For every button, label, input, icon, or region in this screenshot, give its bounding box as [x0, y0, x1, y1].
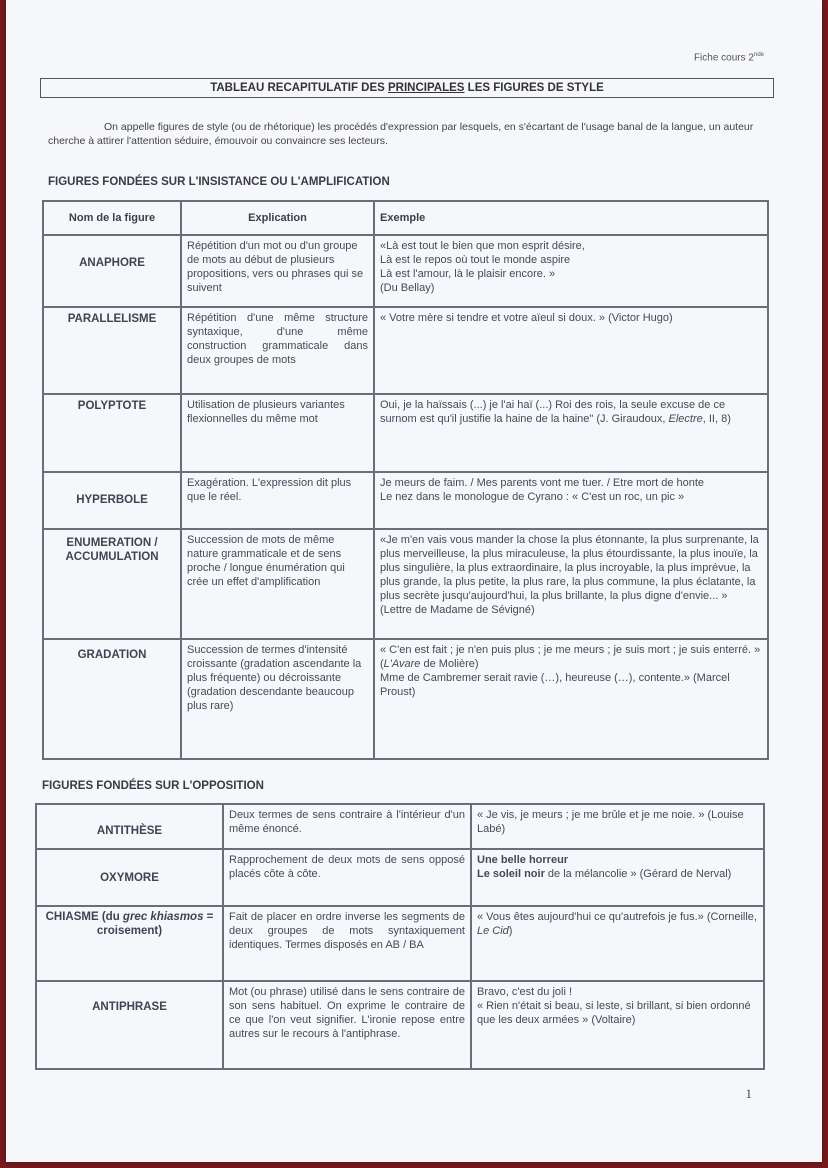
exemple-line: «Là est tout le bien que mon esprit désire,: [380, 240, 585, 252]
table-row: [43, 639, 768, 759]
document-page: [6, 0, 822, 1162]
figure-name: HYPERBOLE: [43, 472, 181, 529]
figure-name: ANTITHÈSE: [36, 804, 223, 849]
figure-explication: Utilisation de plusieurs variantes flexionnelles du même mot: [181, 394, 374, 472]
page-number: 1: [745, 1086, 752, 1101]
table-row: [36, 981, 764, 1069]
figure-exemple: [374, 235, 768, 307]
figure-name: [36, 906, 223, 981]
figure-exemple: [374, 472, 768, 529]
exemple-line: Je meurs de faim. / Mes parents vont me tuer. / Etre mort de honte: [380, 477, 705, 489]
exemple-line: Le nez dans le monologue de Cyrano : « C'est un roc, un pic »: [380, 491, 685, 503]
name-text: = croisement): [96, 911, 214, 937]
figure-explication: Deux termes de sens contraire à l'intérieur d'un même énoncé.: [223, 804, 471, 849]
section-title-opposition: FIGURES FONDÉES SUR L'OPPOSITION: [42, 780, 264, 792]
figure-explication: Succession de termes d'intensité croissante (gradation ascendante la plus fréquente) ou décroissante (gradation descendante beaucoup plus rare): [181, 639, 374, 759]
figure-name: ENUMERATION / ACCUMULATION: [43, 529, 181, 639]
course-label: [694, 52, 764, 63]
name-text: CHIASME (du: [45, 911, 123, 923]
exemple-text: , II, 8): [702, 413, 731, 425]
figure-explication: Mot (ou phrase) utilisé dans le sens contraire de son sens habituel. On exprime le contraire de ce que l'on veut signifier. L'ironie repose entre autres sur le recours à l'antiphrase.: [223, 981, 471, 1069]
header-name: Nom de la figure: [43, 201, 181, 235]
table-row: [43, 307, 768, 394]
figure-explication: Rapprochement de deux mots de sens opposé placés côte à côte.: [223, 849, 471, 906]
figure-exemple: [471, 849, 764, 906]
title-underlined: PRINCIPALES: [388, 82, 465, 94]
figure-name: ANAPHORE: [43, 235, 181, 307]
table-row: [43, 472, 768, 529]
figure-name: OXYMORE: [36, 849, 223, 906]
table-row: [36, 906, 764, 981]
figure-exemple: [471, 906, 764, 981]
title-part: LES FIGURES DE STYLE: [464, 82, 604, 94]
table-header-row: [43, 201, 768, 235]
exemple-text: ): [508, 925, 513, 937]
name-italic: grec khiasmos: [122, 911, 204, 923]
figure-exemple: «Je m'en vais vous mander la chose la plus étonnante, la plus surprenante, la plus merveilleuse, la plus miraculeuse, la plus étourdissante, la plus inouïe, la plus singulière, la plus extraordinaire, la plus incroyable, la plus imprévue, la plus grande, la plus petite, la plus rare, la plus commune, la plus éclatante, la plus secrète jusqu'aujourd'hui, la plus brillante, la plus digne d'envie... » (Lettre de Madame de Sévigné): [374, 529, 768, 639]
title-part: TABLEAU RECAPITULATIF DES: [210, 82, 389, 94]
figure-exemple: « Je vis, je meurs ; je me brûle et je me noie. » (Louise Labé): [471, 804, 764, 849]
course-label-sup: nde: [753, 52, 764, 58]
figure-name: POLYPTOTE: [43, 394, 181, 472]
header-exemple: Exemple: [374, 201, 768, 235]
header-explication: Explication: [181, 201, 374, 235]
figure-explication: Répétition d'une même structure syntaxique, d'une même construction grammaticale dans deux groupes de mots: [181, 307, 374, 394]
exemple-bold: Une belle horreur: [477, 854, 569, 866]
figure-exemple: [471, 981, 764, 1069]
figure-exemple: [374, 639, 768, 759]
table-row: [36, 849, 764, 906]
figure-name: ANTIPHRASE: [36, 981, 223, 1069]
exemple-line: « Rien n'était si beau, si leste, si brillant, si bien ordonné que les deux armées » (Voltaire): [477, 1000, 751, 1026]
exemple-line: (Du Bellay): [380, 282, 435, 294]
table-row: [43, 394, 768, 472]
amplification-table: [42, 200, 769, 760]
figure-explication: Répétition d'un mot ou d'un groupe de mots au début de plusieurs propositions, vers ou phrases qui se suivent: [181, 235, 374, 307]
course-label-text: Fiche cours 2: [693, 52, 754, 64]
figure-exemple: [374, 394, 768, 472]
exemple-line: Mme de Cambremer serait ravie (…), heureuse (…), contente.» (Marcel Proust): [380, 672, 730, 698]
page-title: [40, 78, 774, 98]
figure-exemple: « Votre mère si tendre et votre aïeul si doux. » (Victor Hugo): [374, 307, 768, 394]
exemple-bold: Le soleil noir: [477, 868, 545, 880]
exemple-text: « C'en est fait ; je n'en puis plus ; je me meurs ; je suis mort ; je suis enterré. » (: [380, 644, 761, 670]
exemple-italic: L'Avare: [383, 658, 421, 670]
figure-name: GRADATION: [43, 639, 181, 759]
section-title-amplification: FIGURES FONDÉES SUR L'INSISTANCE OU L'AMPLIFICATION: [48, 176, 390, 188]
exemple-line: Bravo, c'est du joli !: [477, 986, 573, 998]
figure-explication: Exagération. L'expression dit plus que le réel.: [181, 472, 374, 529]
table-row: [43, 235, 768, 307]
exemple-text: Oui, je la haïssais (...) je l'ai haï (...) Roi des rois, la seule excuse de ce surnom est qu'il justifie la haine de la haine" (J. Giraudoux,: [380, 399, 726, 425]
exemple-text: de Molière): [420, 658, 479, 670]
exemple-italic: Le Cid: [477, 925, 509, 937]
exemple-italic: Electre: [668, 413, 703, 425]
table-row: [43, 529, 768, 639]
intro-paragraph: On appelle figures de style (ou de rhétorique) les procédés d'expression par lesquels, en s'écartant de l'usage banal de la langue, un auteur cherche à attirer l'attention séduire, émouvoir ou convaincre ses lecteurs.: [48, 121, 754, 147]
exemple-text: de la mélancolie » (Gérard de Nerval): [544, 868, 732, 880]
table-row: [36, 804, 764, 849]
exemple-line: Là est le repos où tout le monde aspire: [380, 254, 571, 266]
exemple-text: « Vous êtes aujourd'hui ce qu'autrefois je fus.» (Corneille,: [477, 911, 757, 923]
figure-name: PARALLELISME: [43, 307, 181, 394]
opposition-table: [35, 803, 765, 1070]
figure-explication: Succession de mots de même nature grammaticale et de sens proche / longue énumération qui crée un effet d'amplification: [181, 529, 374, 639]
figure-explication: Fait de placer en ordre inverse les segments de deux groupes de mots syntaxiquement identiques. Termes disposés en AB / BA: [223, 906, 471, 981]
exemple-line: Là est l'amour, là le plaisir encore. »: [380, 268, 556, 280]
